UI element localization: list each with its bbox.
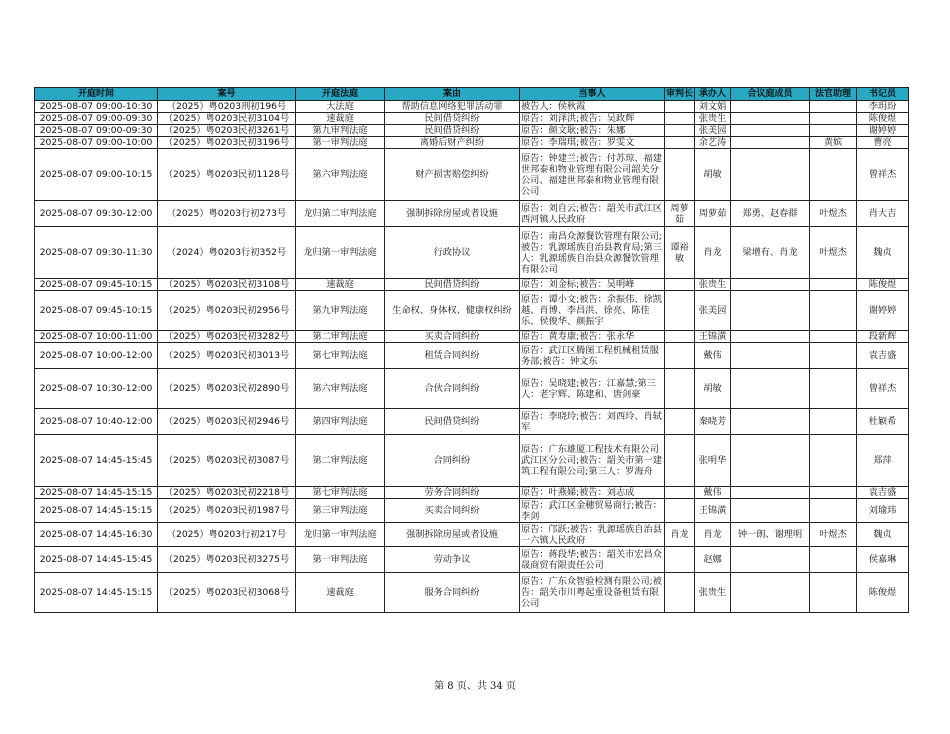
time-cell: 2025-08-07 09:45-10:15 <box>35 279 158 291</box>
assistant-cell <box>810 149 857 201</box>
page-footer: 第 8 页、共 34 页 <box>434 681 516 692</box>
assistant-cell: 黄嫔 <box>810 137 857 149</box>
header-case-no: 案号 <box>158 88 296 101</box>
chief-judge-cell <box>665 499 695 523</box>
cause-cell: 劳务合同纠纷 <box>385 487 520 499</box>
cause-cell: 财产损害赔偿纠纷 <box>385 149 520 201</box>
parties-cell: 原告：刘泽洪;被告：吴政辉 <box>520 113 665 125</box>
court-cell: 龙归第二审判法庭 <box>296 201 385 227</box>
clerk-cell: 魏贞 <box>857 227 909 279</box>
clerk-cell: 曹亮 <box>857 137 909 149</box>
clerk-cell: 郑萍 <box>857 435 909 487</box>
parties-cell: 原告：刘金标;被告：吴明峰 <box>520 279 665 291</box>
handler-cell: 周萝茹 <box>695 201 731 227</box>
time-cell: 2025-08-07 10:40-12:00 <box>35 409 158 435</box>
court-cell: 第六审判法庭 <box>296 369 385 409</box>
chief-judge-cell <box>665 547 695 573</box>
time-cell: 2025-08-07 14:45-15:15 <box>35 487 158 499</box>
time-cell: 2025-08-07 09:00-10:00 <box>35 137 158 149</box>
parties-cell: 原告：蒋段华;被告：韶关市宏昌众晟商贸有限责任公司 <box>520 547 665 573</box>
time-cell: 2025-08-07 09:00-10:30 <box>35 101 158 113</box>
assistant-cell: 叶煜杰 <box>810 227 857 279</box>
chief-judge-cell <box>665 409 695 435</box>
assistant-cell: 叶煜杰 <box>810 201 857 227</box>
table-row <box>35 101 909 113</box>
panel-cell <box>731 113 810 125</box>
court-cell: 第一审判法庭 <box>296 547 385 573</box>
parties-cell: 原告：广东众智验检测有限公司;被告：韶关市川粤起重设备租赁有限公司 <box>520 573 665 613</box>
case-no-cell: （2025）粤0203民初3108号 <box>158 279 296 291</box>
parties-cell: 原告：武江区金穗贸易商行;被告：李剑 <box>520 499 665 523</box>
cause-cell: 生命权、身体权、健康权纠纷 <box>385 291 520 331</box>
handler-cell: 王锦潢 <box>695 499 731 523</box>
cause-cell: 劳动争议 <box>385 547 520 573</box>
handler-cell: 刘文娟 <box>695 101 731 113</box>
panel-cell <box>731 547 810 573</box>
time-cell: 2025-08-07 10:00-11:00 <box>35 331 158 343</box>
assistant-cell <box>810 547 857 573</box>
assistant-cell <box>810 487 857 499</box>
parties-cell: 原告：吴晓建;被告：江嘉慧;第三人：老宇辉、陈建和、唐剑豪 <box>520 369 665 409</box>
cause-cell: 服务合同纠纷 <box>385 573 520 613</box>
cause-cell: 民间借贷纠纷 <box>385 409 520 435</box>
assistant-cell <box>810 291 857 331</box>
chief-judge-cell <box>665 149 695 201</box>
header-panel: 合议庭成员 <box>731 88 810 101</box>
case-no-cell: （2025）粤0203民初2890号 <box>158 369 296 409</box>
hearing-schedule-table <box>34 87 909 613</box>
panel-cell <box>731 343 810 369</box>
handler-cell: 肖龙 <box>695 523 731 547</box>
panel-cell <box>731 331 810 343</box>
assistant-cell <box>810 435 857 487</box>
cause-cell: 合伙合同纠纷 <box>385 369 520 409</box>
assistant-cell: 叶煜杰 <box>810 523 857 547</box>
parties-cell: 原告：颜文耿;被告：朱娜 <box>520 125 665 137</box>
chief-judge-cell: 谭裕敏 <box>665 227 695 279</box>
court-cell: 第三审判法庭 <box>296 499 385 523</box>
cause-cell: 帮助信息网络犯罪活动罪 <box>385 101 520 113</box>
header-cause: 案由 <box>385 88 520 101</box>
parties-cell: 原告：谭小文;被告：余振伟、徐凯越、肖博、李昌洪、徐亮、陈佳乐、侯俊华、颜振宇 <box>520 291 665 331</box>
header-handler: 承办人 <box>695 88 731 101</box>
chief-judge-cell <box>665 101 695 113</box>
clerk-cell: 陈俊煜 <box>857 279 909 291</box>
handler-cell: 张贵生 <box>695 113 731 125</box>
clerk-cell: 袁吉盛 <box>857 343 909 369</box>
table-row <box>35 149 909 201</box>
table-row <box>35 279 909 291</box>
chief-judge-cell <box>665 137 695 149</box>
time-cell: 2025-08-07 09:30-11:30 <box>35 227 158 279</box>
parties-cell: 原告：南昌众源餐饮管理有限公司;被告：乳源瑶族自治县教育局;第三人：乳源瑶族自治县众源餐饮管理有限公司 <box>520 227 665 279</box>
panel-cell <box>731 279 810 291</box>
court-cell: 第七审判法庭 <box>296 487 385 499</box>
assistant-cell <box>810 125 857 137</box>
parties-cell: 原告：邝跃;被告：乳源瑶族自治县一六镇人民政府 <box>520 523 665 547</box>
parties-cell: 原告：李晓玲;被告：刘西玲、肖轼军 <box>520 409 665 435</box>
assistant-cell <box>810 343 857 369</box>
case-no-cell: （2025）粤0203民初3282号 <box>158 331 296 343</box>
handler-cell: 张美园 <box>695 125 731 137</box>
panel-cell <box>731 125 810 137</box>
time-cell: 2025-08-07 09:00-09:30 <box>35 125 158 137</box>
clerk-cell: 谢婷婷 <box>857 291 909 331</box>
clerk-cell: 曾祥杰 <box>857 369 909 409</box>
assistant-cell <box>810 409 857 435</box>
cause-cell: 行政协议 <box>385 227 520 279</box>
case-no-cell: （2025）粤0203民初2946号 <box>158 409 296 435</box>
table-row <box>35 125 909 137</box>
clerk-cell: 刘瑜玮 <box>857 499 909 523</box>
table-row <box>35 137 909 149</box>
clerk-cell: 杜颖希 <box>857 409 909 435</box>
table-row <box>35 523 909 547</box>
court-cell: 龙归第一审判法庭 <box>296 523 385 547</box>
case-no-cell: （2025）粤0203民初3196号 <box>158 137 296 149</box>
panel-cell <box>731 409 810 435</box>
table-row <box>35 343 909 369</box>
time-cell: 2025-08-07 09:30-12:00 <box>35 201 158 227</box>
clerk-cell: 肖大吉 <box>857 201 909 227</box>
cause-cell: 买卖合同纠纷 <box>385 331 520 343</box>
parties-cell: 原告：广东雄厦工程技术有限公司武江区分公司;被告：韶关市第一建筑工程有限公司;第三人：罗海舟 <box>520 435 665 487</box>
time-cell: 2025-08-07 09:00-09:30 <box>35 113 158 125</box>
chief-judge-cell <box>665 291 695 331</box>
parties-cell: 原告：黄寿康;被告：张永华 <box>520 331 665 343</box>
case-no-cell: （2025）粤0203刑初196号 <box>158 101 296 113</box>
panel-cell <box>731 149 810 201</box>
panel-cell: 钟一朗、谢理明 <box>731 523 810 547</box>
assistant-cell <box>810 101 857 113</box>
court-cell: 龙归第一审判法庭 <box>296 227 385 279</box>
cause-cell: 强制拆除房屋或者设施 <box>385 523 520 547</box>
court-cell: 第一审判法庭 <box>296 137 385 149</box>
header-assistant: 法官助理 <box>810 88 857 101</box>
table-row <box>35 499 909 523</box>
table-row <box>35 369 909 409</box>
chief-judge-cell <box>665 331 695 343</box>
case-no-cell: （2025）粤0203民初2956号 <box>158 291 296 331</box>
header-chief-judge: 审判长 <box>666 88 694 99</box>
clerk-cell: 魏贞 <box>857 523 909 547</box>
cause-cell: 民间借贷纠纷 <box>385 113 520 125</box>
chief-judge-cell <box>665 343 695 369</box>
handler-cell: 张美园 <box>695 291 731 331</box>
time-cell: 2025-08-07 14:45-15:45 <box>35 547 158 573</box>
case-no-cell: （2025）粤0203民初2218号 <box>158 487 296 499</box>
parties-cell: 原告：刘自云;被告：韶关市武江区西河镇人民政府 <box>520 201 665 227</box>
table-row <box>35 227 909 279</box>
assistant-cell <box>810 331 857 343</box>
table-row <box>35 291 909 331</box>
header-clerk: 书记员 <box>857 88 909 101</box>
clerk-cell: 侯嘉琳 <box>857 547 909 573</box>
handler-cell: 张明华 <box>695 435 731 487</box>
parties-cell: 原告：叶燕娣;被告：刘志成 <box>520 487 665 499</box>
chief-judge-cell <box>665 113 695 125</box>
time-cell: 2025-08-07 09:45-10:15 <box>35 291 158 331</box>
case-no-cell: （2025）粤0203行初217号 <box>158 523 296 547</box>
time-cell: 2025-08-07 10:30-12:00 <box>35 369 158 409</box>
panel-cell <box>731 137 810 149</box>
handler-cell: 秦晓芳 <box>695 409 731 435</box>
parties-cell: 被告人：侯秋霞 <box>520 101 665 113</box>
parties-cell: 原告：李瑞琪;被告：罗雯文 <box>520 137 665 149</box>
time-cell: 2025-08-07 09:00-10:15 <box>35 149 158 201</box>
court-cell: 速裁庭 <box>296 279 385 291</box>
clerk-cell: 曾祥杰 <box>857 149 909 201</box>
chief-judge-cell: 肖龙 <box>665 523 695 547</box>
table-row <box>35 409 909 435</box>
case-no-cell: （2025）粤0203民初1128号 <box>158 149 296 201</box>
panel-cell <box>731 369 810 409</box>
case-no-cell: （2025）粤0203民初3275号 <box>158 547 296 573</box>
case-no-cell: （2025）粤0203民初3068号 <box>158 573 296 613</box>
handler-cell: 张贵生 <box>695 279 731 291</box>
clerk-cell: 袁吉盛 <box>857 487 909 499</box>
case-no-cell: （2025）粤0203民初3013号 <box>158 343 296 369</box>
header-court: 开庭法庭 <box>296 88 385 101</box>
handler-cell: 赵娜 <box>695 547 731 573</box>
handler-cell: 胡敏 <box>695 369 731 409</box>
case-no-cell: （2024）粤0203行初352号 <box>158 227 296 279</box>
chief-judge-cell <box>665 435 695 487</box>
handler-cell: 戴伟 <box>695 487 731 499</box>
panel-cell <box>731 499 810 523</box>
case-no-cell: （2025）粤0203民初3087号 <box>158 435 296 487</box>
header-row <box>35 88 909 101</box>
table-row <box>35 201 909 227</box>
cause-cell: 合同纠纷 <box>385 435 520 487</box>
panel-cell <box>731 573 810 613</box>
header-time: 开庭时间 <box>35 88 158 101</box>
handler-cell: 王锦潢 <box>695 331 731 343</box>
table-row <box>35 487 909 499</box>
clerk-cell: 段新辉 <box>857 331 909 343</box>
time-cell: 2025-08-07 10:00-12:00 <box>35 343 158 369</box>
case-no-cell: （2025）粤0203民初1987号 <box>158 499 296 523</box>
table-row <box>35 331 909 343</box>
handler-cell: 戴伟 <box>695 343 731 369</box>
handler-cell: 张贵生 <box>695 573 731 613</box>
court-cell: 第二审判法庭 <box>296 331 385 343</box>
clerk-cell: 陈俊煜 <box>857 113 909 125</box>
panel-cell <box>731 101 810 113</box>
clerk-cell: 陈俊煜 <box>857 573 909 613</box>
panel-cell: 郑勇、赵春群 <box>731 201 810 227</box>
table-row <box>35 435 909 487</box>
clerk-cell: 谢婷婷 <box>857 125 909 137</box>
court-cell: 第九审判法庭 <box>296 291 385 331</box>
cause-cell: 民间借贷纠纷 <box>385 279 520 291</box>
time-cell: 2025-08-07 14:45-16:30 <box>35 523 158 547</box>
cause-cell: 强制拆除房屋或者设施 <box>385 201 520 227</box>
court-cell: 速裁庭 <box>296 573 385 613</box>
case-no-cell: （2025）粤0203民初3104号 <box>158 113 296 125</box>
handler-cell: 肖龙 <box>695 227 731 279</box>
court-cell: 第六审判法庭 <box>296 149 385 201</box>
cause-cell: 买卖合同纠纷 <box>385 499 520 523</box>
chief-judge-cell <box>665 487 695 499</box>
chief-judge-cell <box>665 279 695 291</box>
parties-cell: 原告：武江区腾图工程机械租赁服务部;被告：钟文东 <box>520 343 665 369</box>
cause-cell: 民间借贷纠纷 <box>385 125 520 137</box>
table-row <box>35 573 909 613</box>
table-row <box>35 113 909 125</box>
handler-cell: 胡敏 <box>695 149 731 201</box>
assistant-cell <box>810 279 857 291</box>
chief-judge-cell <box>665 369 695 409</box>
handler-cell: 余艺涛 <box>695 137 731 149</box>
panel-cell <box>731 435 810 487</box>
cause-cell: 租赁合同纠纷 <box>385 343 520 369</box>
assistant-cell <box>810 573 857 613</box>
time-cell: 2025-08-07 14:45-15:15 <box>35 499 158 523</box>
court-cell: 第九审判法庭 <box>296 125 385 137</box>
clerk-cell: 李玥玢 <box>857 101 909 113</box>
cause-cell: 离婚后财产纠纷 <box>385 137 520 149</box>
parties-cell: 原告：钟建兰;被告：付苏琼、福建世邦泰和物业管理有限公司韶关分公司、福建世邦泰和物业管理有限公司 <box>520 149 665 201</box>
panel-cell <box>731 487 810 499</box>
panel-cell <box>731 291 810 331</box>
assistant-cell <box>810 499 857 523</box>
court-cell: 第四审判法庭 <box>296 409 385 435</box>
header-parties: 当事人 <box>520 88 665 101</box>
table-row <box>35 547 909 573</box>
case-no-cell: （2025）粤0203民初3261号 <box>158 125 296 137</box>
assistant-cell <box>810 369 857 409</box>
court-cell: 速裁庭 <box>296 113 385 125</box>
table-body <box>35 101 909 613</box>
case-no-cell: （2025）粤0203行初273号 <box>158 201 296 227</box>
chief-judge-cell <box>665 125 695 137</box>
court-cell: 第七审判法庭 <box>296 343 385 369</box>
chief-judge-cell: 周萝茹 <box>665 201 695 227</box>
assistant-cell <box>810 113 857 125</box>
time-cell: 2025-08-07 14:45-15:45 <box>35 435 158 487</box>
court-cell: 大法庭 <box>296 101 385 113</box>
panel-cell: 梁增有、肖龙 <box>731 227 810 279</box>
time-cell: 2025-08-07 14:45-15:15 <box>35 573 158 613</box>
court-cell: 第二审判法庭 <box>296 435 385 487</box>
chief-judge-cell <box>665 573 695 613</box>
